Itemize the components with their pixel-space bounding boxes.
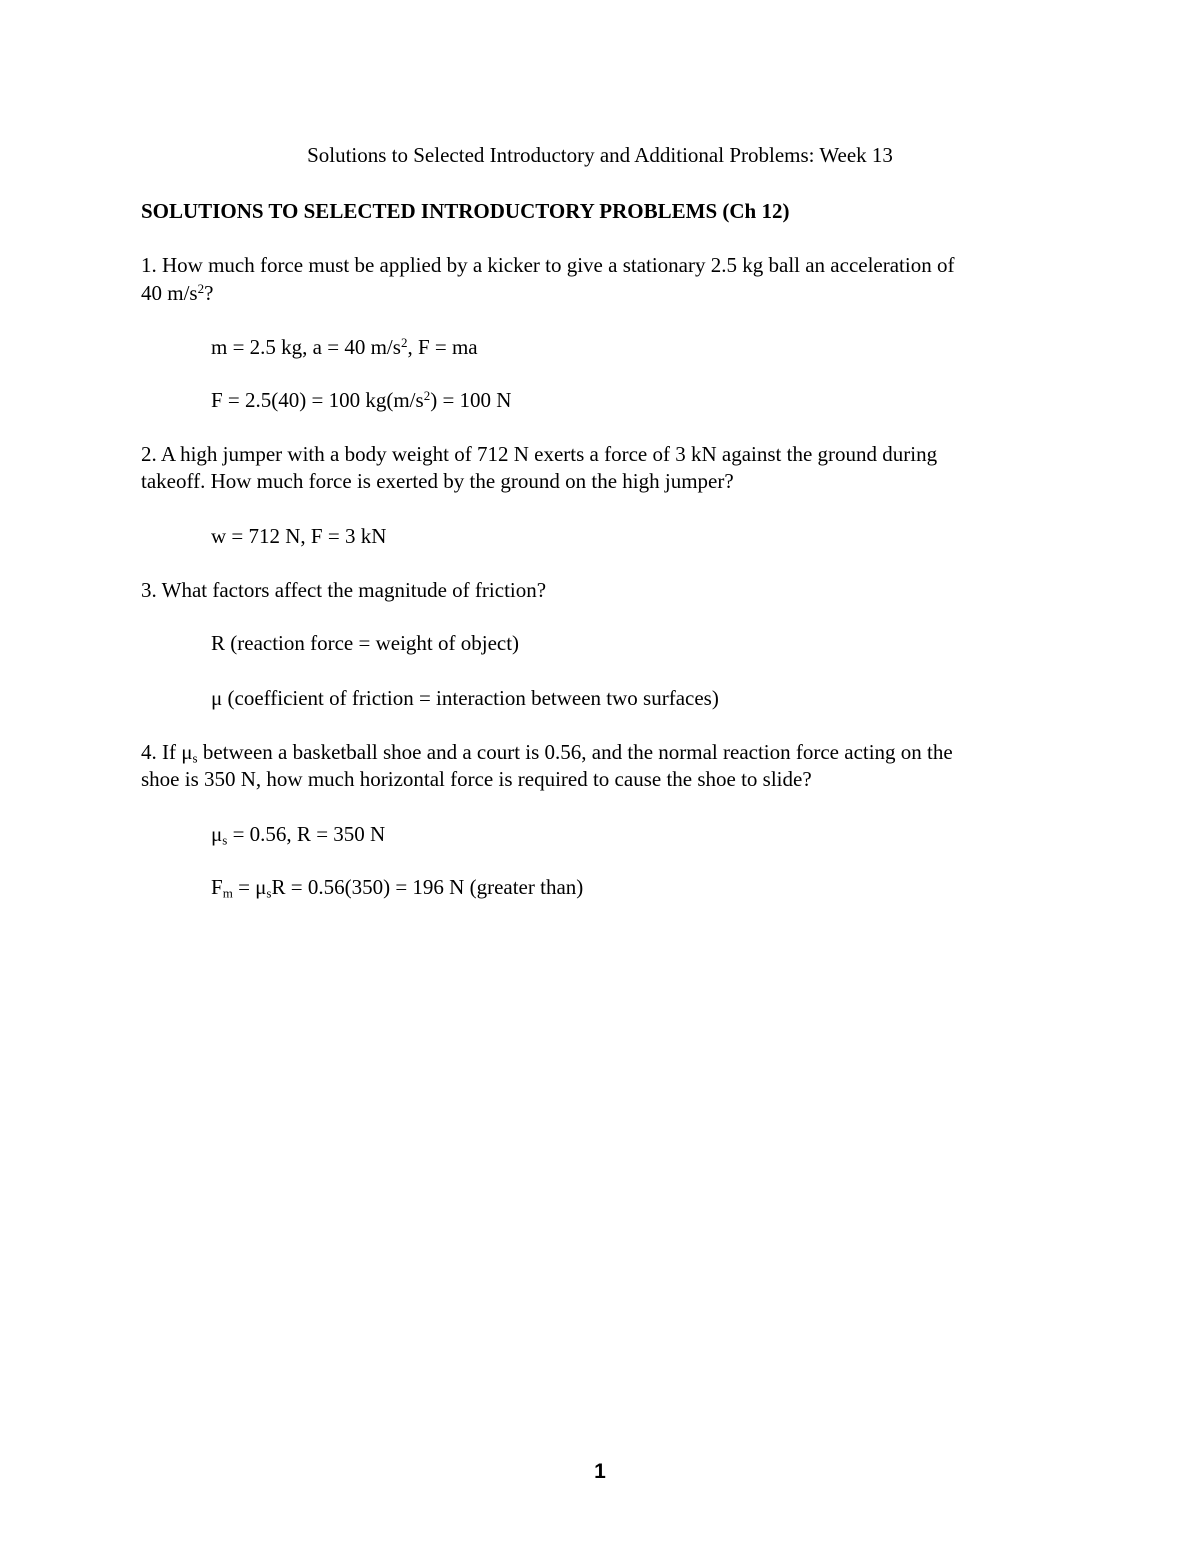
page-number: 1: [594, 1460, 606, 1483]
problem-3-answer-2: μ (coefficient of friction = interaction between two surfaces): [211, 686, 719, 710]
problem-4-answer-2: $F_m = \mu_sR = 0.56(350) = 196$ N (greater than): [211, 875, 584, 901]
problem-3-answer-1: R (reaction force = weight of object): [211, 631, 520, 655]
problem-2-answer-1: w = 712 N, F = 3 kN: [211, 524, 387, 548]
problem-2-question-line-2: takeoff. How much force is exerted by the ground on the high jumper?: [141, 469, 734, 493]
problem-1-answer-2: F = 2.5(40) = 100 $kg(m/s^2) = 100$ N: [211, 387, 512, 412]
document-title: Solutions to Selected Introductory and Additional Problems: Week 13: [307, 143, 893, 167]
problem-2-question-line-1: 2. A high jumper with a body weight of 712 N exerts a force of 3 kN against the ground during: [141, 442, 938, 466]
problem-4-question-line-1: 4. If $\mu_s$ between a basketball shoe and a court is 0.56, and the normal reaction force acting on the: [141, 740, 953, 766]
problem-1-question-line-2: 40 $m/s^2$?: [141, 280, 214, 305]
section-heading: SOLUTIONS TO SELECTED INTRODUCTORY PROBLEMS (Ch 12): [141, 199, 790, 223]
problem-4-answer-1: $\mu_s = 0.56$, R = 350 N: [211, 822, 386, 848]
problem-1-answer-1: m = 2.5 kg, a = 40 $m/s^2$, F = ma: [211, 334, 478, 359]
problem-3-question: 3. What factors affect the magnitude of friction?: [141, 578, 547, 602]
problem-4-question-line-2: shoe is 350 N, how much horizontal force is required to cause the shoe to slide?: [141, 767, 812, 791]
problem-1-question-line-1: 1. How much force must be applied by a kicker to give a stationary 2.5 kg ball an acceleration of: [141, 253, 955, 277]
